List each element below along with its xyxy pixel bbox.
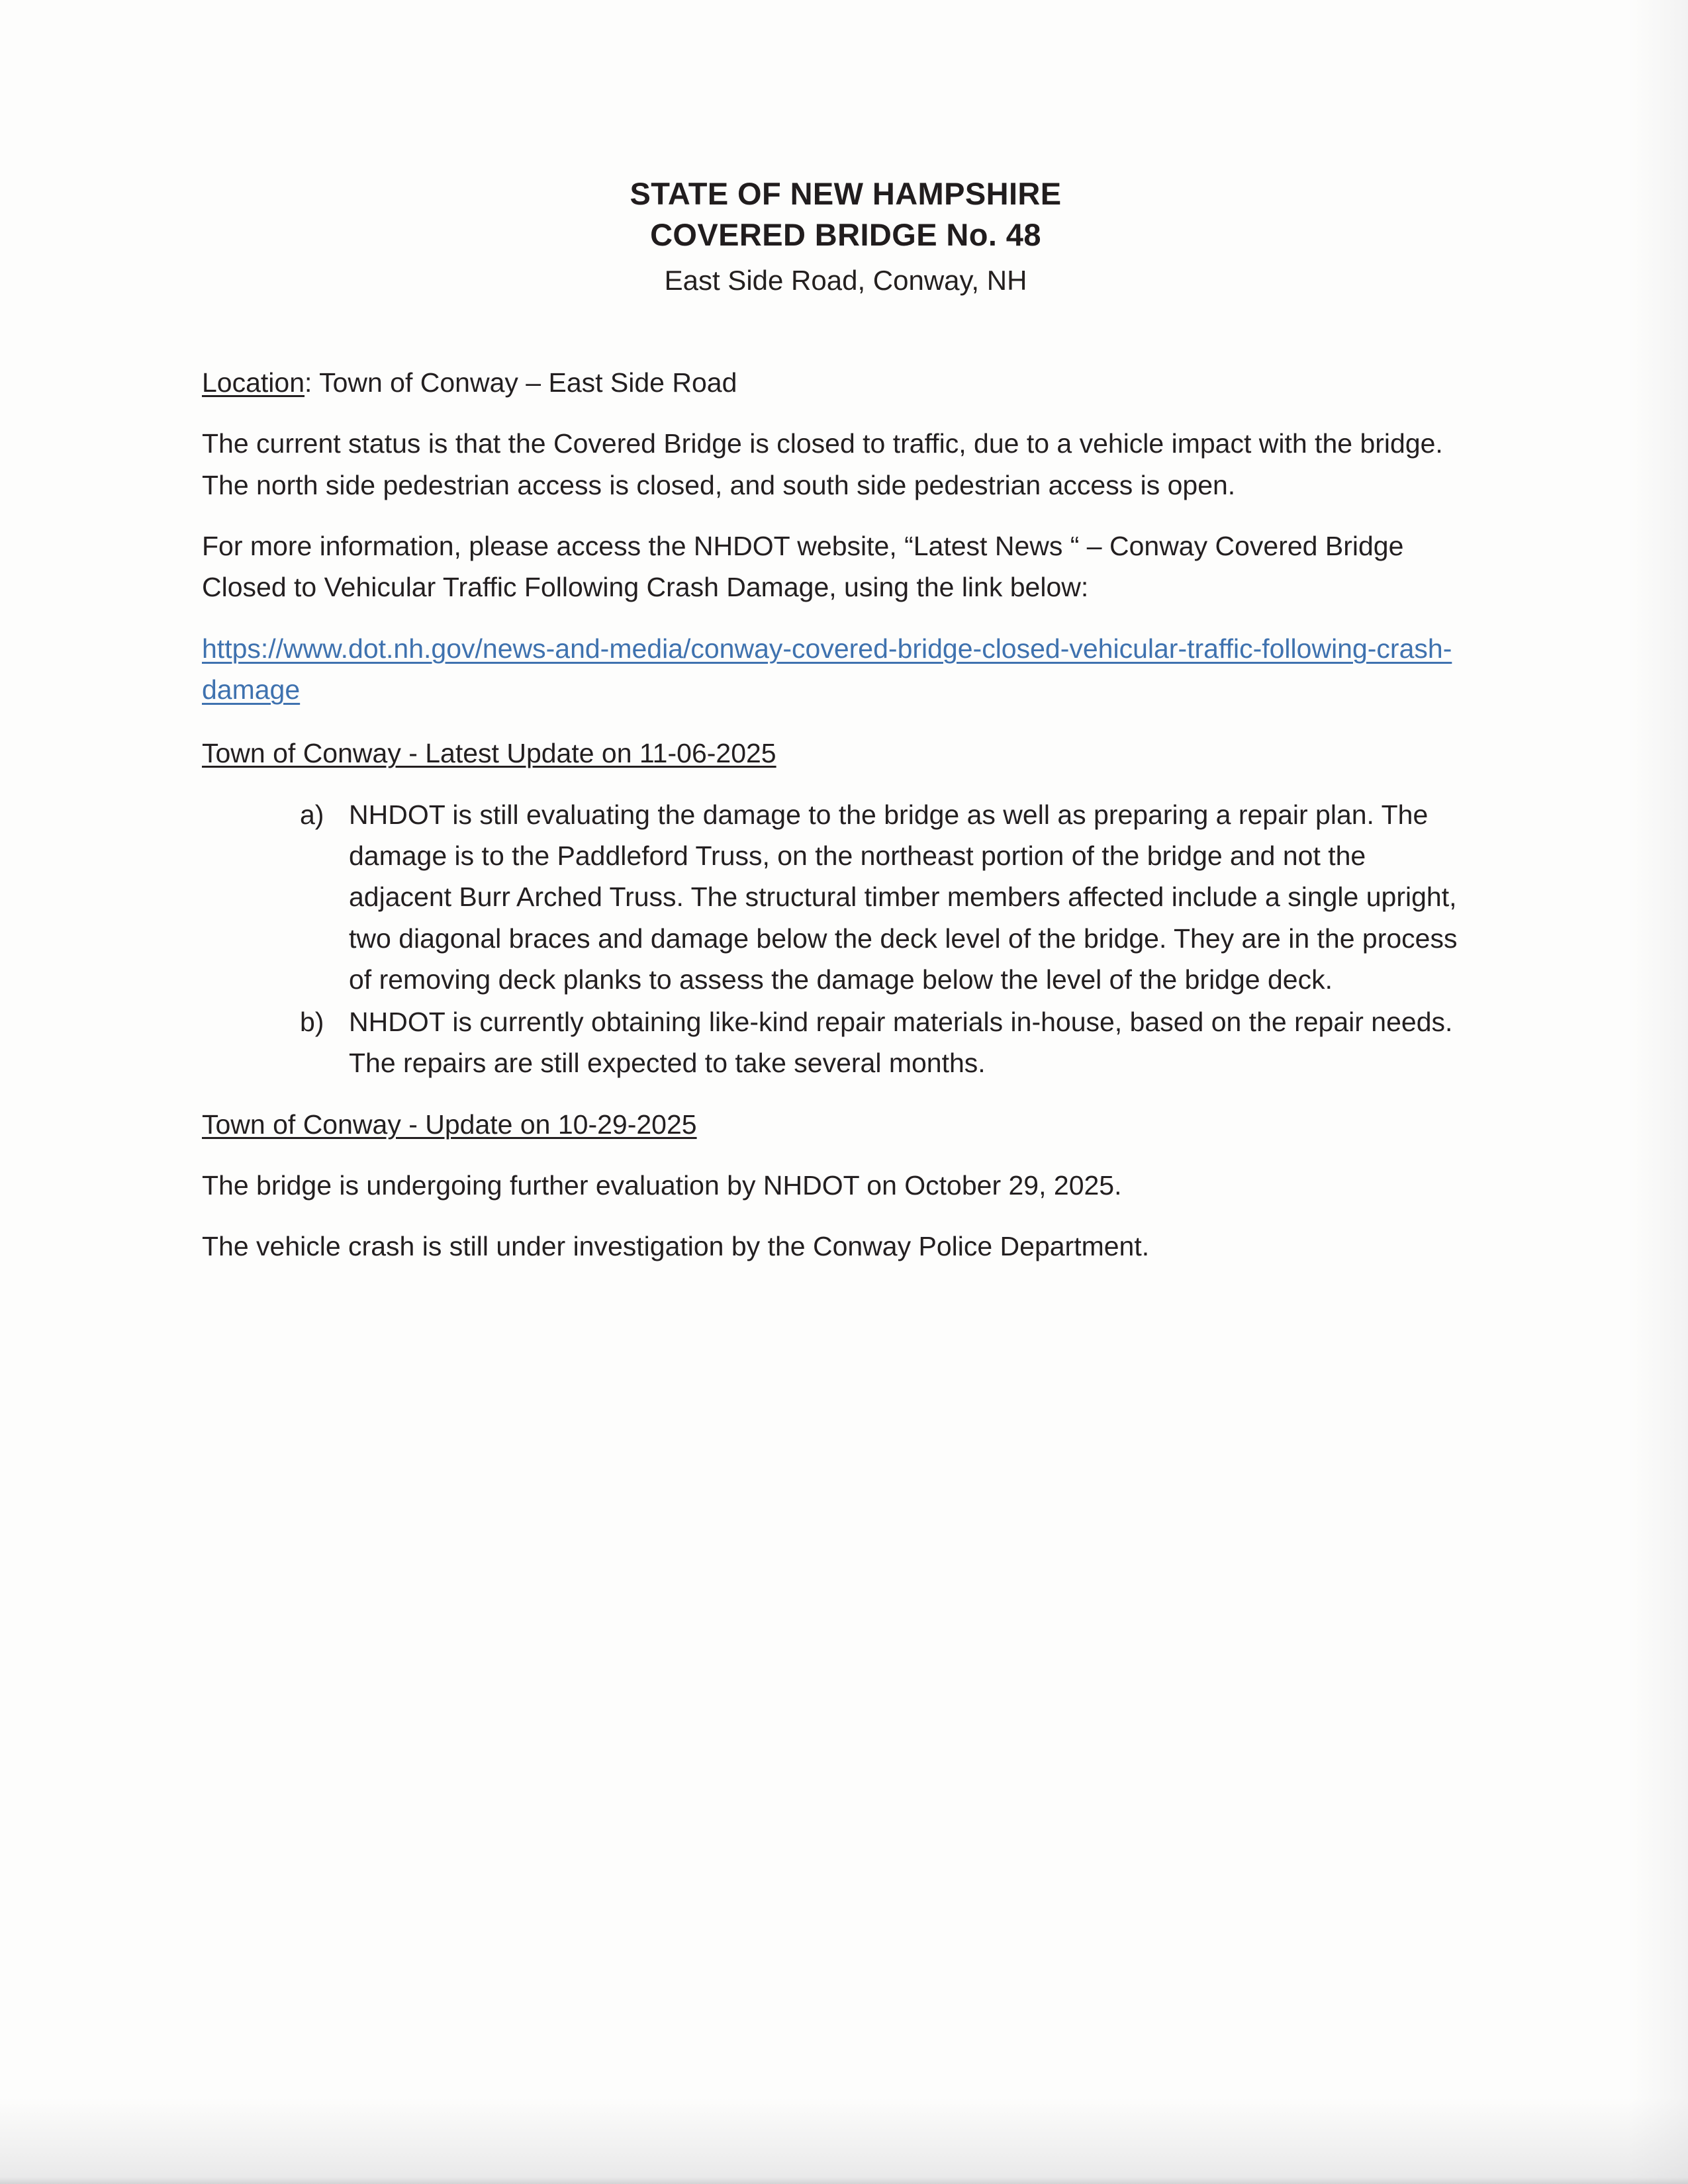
location-separator: : xyxy=(305,367,312,398)
status-paragraph: The current status is that the Covered Bridge is closed to traffic, due to a vehicle impact with the bridge. The north side pedestrian access is closed, and south side pedestrian access is open. xyxy=(202,428,1443,500)
scan-edge-shading-right xyxy=(1628,0,1688,2184)
header-state-title: STATE OF NEW HAMPSHIRE xyxy=(630,176,1062,211)
list-item-text: NHDOT is currently obtaining like-kind repair materials in-house, based on the repair needs. The repairs are still expected to take several months. xyxy=(349,1007,1453,1079)
nhdot-news-link[interactable]: https://www.dot.nh.gov/news-and-media/conway-covered-bridge-closed-vehicular-traffic-following-crash-damage xyxy=(202,633,1452,705)
latest-update-heading-text: Town of Conway - Latest Update on 11-06-2025 xyxy=(202,738,776,769)
location-value: Town of Conway – East Side Road xyxy=(312,367,737,398)
header-address: East Side Road, Conway, NH xyxy=(664,265,1027,296)
header-bridge-title: COVERED BRIDGE No. 48 xyxy=(650,217,1041,253)
document-header xyxy=(202,173,1489,301)
list-item xyxy=(300,1001,1489,1084)
investigation-paragraph: The vehicle crash is still under investigation by the Conway Police Department. xyxy=(202,1231,1150,1262)
link-block xyxy=(202,628,1489,711)
list-item-marker: b) xyxy=(300,1007,324,1038)
location-label: Location xyxy=(202,367,305,398)
latest-update-heading xyxy=(202,733,1489,774)
more-info-paragraph: For more information, please access the NHDOT website, “Latest News “ – Conway Covered Bridge Closed to Vehicular Traffic Following Crash Damage, using the link below: xyxy=(202,531,1404,603)
scan-edge-shading-bottom xyxy=(0,2098,1688,2184)
list-item-text: NHDOT is still evaluating the damage to the bridge as well as preparing a repair plan. The damage is to the Paddleford Truss, on the northeast portion of the bridge and not the adjacent Burr Arched Truss. The structural timber members affected include a single upright, two diagonal braces and damage below the deck level of the bridge. They are in the process of removing deck planks to assess the damage below the level of the bridge deck. xyxy=(349,799,1458,995)
location-line xyxy=(202,362,1489,403)
latest-update-list xyxy=(202,794,1489,1084)
list-item xyxy=(300,794,1489,1001)
document-body xyxy=(202,173,1489,1287)
prior-update-heading-text: Town of Conway - Update on 10-29-2025 xyxy=(202,1109,697,1140)
prior-update-heading xyxy=(202,1104,1489,1145)
list-item-marker: a) xyxy=(300,799,324,830)
prior-update-paragraph: The bridge is undergoing further evaluation by NHDOT on October 29, 2025. xyxy=(202,1170,1122,1201)
